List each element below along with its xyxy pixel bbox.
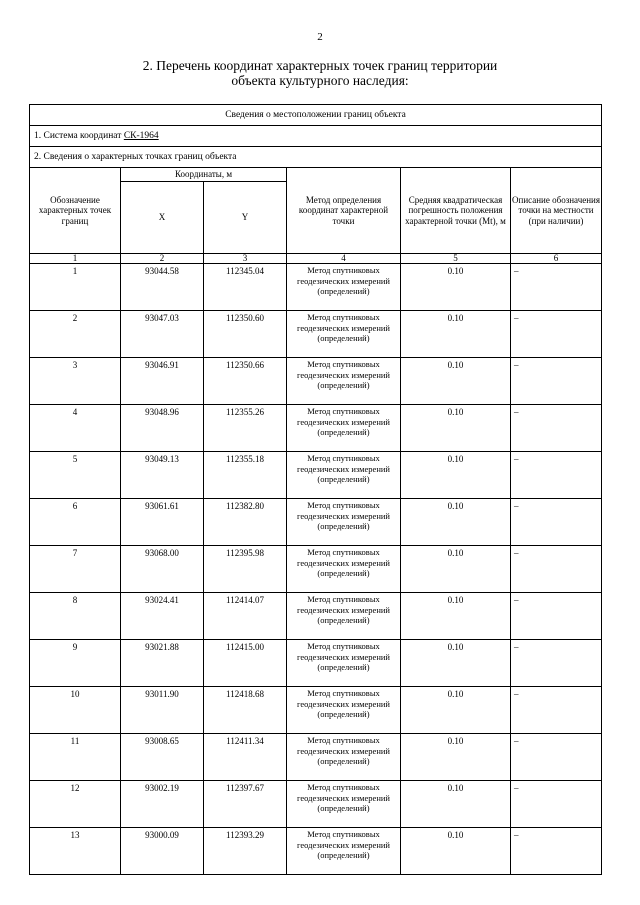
x-coordinate-cell: 93047.03 — [121, 311, 204, 358]
y-coordinate-cell: 112397.67 — [204, 781, 287, 828]
col-header-error-text: Средняя квадратическая погрешность положения характерной точки (Mt), м — [405, 194, 506, 226]
y-coordinate-cell: 112350.66 — [204, 358, 287, 405]
col-number: 1 — [30, 254, 121, 264]
method-cell: Метод спутниковых геодезических измерений (определений) — [287, 546, 401, 593]
method-cell: Метод спутниковых геодезических измерений (определений) — [287, 264, 401, 311]
y-coordinate-cell: 112418.68 — [204, 687, 287, 734]
method-cell: Метод спутниковых геодезических измерений (определений) — [287, 640, 401, 687]
x-coordinate-cell: 93024.41 — [121, 593, 204, 640]
x-coordinate-cell: 93048.96 — [121, 405, 204, 452]
x-coordinate-cell: 93049.13 — [121, 452, 204, 499]
y-coordinate-cell: 112393.29 — [204, 828, 287, 875]
error-cell: 0.10 — [401, 264, 511, 311]
y-coordinate-cell: 112355.26 — [204, 405, 287, 452]
description-cell: – — [511, 640, 602, 687]
method-cell: Метод спутниковых геодезических измерений (определений) — [287, 734, 401, 781]
description-cell: – — [511, 311, 602, 358]
coord-system-row — [30, 126, 602, 147]
table-row — [30, 546, 602, 593]
point-number-cell: 9 — [30, 640, 121, 687]
method-cell: Метод спутниковых геодезических измерений (определений) — [287, 499, 401, 546]
table-row — [30, 499, 602, 546]
page-number: 2 — [317, 31, 323, 43]
method-cell: Метод спутниковых геодезических измерений (определений) — [287, 687, 401, 734]
error-cell: 0.10 — [401, 687, 511, 734]
col-header-error — [401, 168, 511, 254]
table-row — [30, 734, 602, 781]
method-cell: Метод спутниковых геодезических измерений (определений) — [287, 311, 401, 358]
col-header-x: X — [121, 182, 204, 254]
col-header-point: Обозначение характерных точек границ — [30, 168, 121, 254]
col-number: 3 — [204, 254, 287, 264]
col-header-method: Метод определения координат характерной точки — [287, 168, 401, 254]
error-cell: 0.10 — [401, 311, 511, 358]
coordinates-table — [29, 104, 602, 875]
y-coordinate-cell: 112355.18 — [204, 452, 287, 499]
table-row — [30, 405, 602, 452]
table-row — [30, 452, 602, 499]
col-number: 5 — [401, 254, 511, 264]
description-cell: – — [511, 405, 602, 452]
coord-system-label: 1. Система координат — [34, 130, 124, 141]
description-cell: – — [511, 781, 602, 828]
description-cell: – — [511, 499, 602, 546]
error-cell: 0.10 — [401, 640, 511, 687]
table-row — [30, 828, 602, 875]
description-cell: – — [511, 358, 602, 405]
error-cell: 0.10 — [401, 405, 511, 452]
x-coordinate-cell: 93000.09 — [121, 828, 204, 875]
y-coordinate-cell: 112345.04 — [204, 264, 287, 311]
error-cell: 0.10 — [401, 734, 511, 781]
table-row — [30, 358, 602, 405]
x-coordinate-cell: 93061.61 — [121, 499, 204, 546]
x-coordinate-cell: 93068.00 — [121, 546, 204, 593]
x-coordinate-cell: 93021.88 — [121, 640, 204, 687]
description-cell: – — [511, 687, 602, 734]
x-coordinate-cell: 93008.65 — [121, 734, 204, 781]
y-coordinate-cell: 112350.60 — [204, 311, 287, 358]
point-number-cell: 4 — [30, 405, 121, 452]
method-cell: Метод спутниковых геодезических измерений (определений) — [287, 452, 401, 499]
point-number-cell: 12 — [30, 781, 121, 828]
y-coordinate-cell: 112382.80 — [204, 499, 287, 546]
description-cell: – — [511, 593, 602, 640]
col-header-y: Y — [204, 182, 287, 254]
method-cell: Метод спутниковых геодезических измерений (определений) — [287, 358, 401, 405]
point-number-cell: 5 — [30, 452, 121, 499]
x-coordinate-cell: 93046.91 — [121, 358, 204, 405]
section-title: Сведения о местоположении границ объекта — [30, 105, 602, 126]
title-line-2: объекта культурного наследия: — [231, 73, 409, 88]
y-coordinate-cell: 112414.07 — [204, 593, 287, 640]
table-row — [30, 593, 602, 640]
y-coordinate-cell: 112415.00 — [204, 640, 287, 687]
x-coordinate-cell: 93044.58 — [121, 264, 204, 311]
error-cell: 0.10 — [401, 781, 511, 828]
description-cell: – — [511, 452, 602, 499]
error-cell: 0.10 — [401, 593, 511, 640]
table-row — [30, 264, 602, 311]
error-cell: 0.10 — [401, 452, 511, 499]
description-cell: – — [511, 546, 602, 593]
title-line-1: 2. Перечень координат характерных точек границ территории — [142, 58, 498, 73]
error-cell: 0.10 — [401, 499, 511, 546]
description-cell: – — [511, 734, 602, 781]
table-row — [30, 687, 602, 734]
x-coordinate-cell: 93002.19 — [121, 781, 204, 828]
method-cell: Метод спутниковых геодезических измерений (определений) — [287, 828, 401, 875]
description-cell: – — [511, 264, 602, 311]
y-coordinate-cell: 112395.98 — [204, 546, 287, 593]
col-number: 4 — [287, 254, 401, 264]
error-cell: 0.10 — [401, 546, 511, 593]
description-cell: – — [511, 828, 602, 875]
col-header-desc: Описание обозначения точки на местности (при наличии) — [511, 168, 602, 254]
col-number: 6 — [511, 254, 602, 264]
method-cell: Метод спутниковых геодезических измерений (определений) — [287, 405, 401, 452]
point-number-cell: 11 — [30, 734, 121, 781]
error-cell: 0.10 — [401, 828, 511, 875]
point-number-cell: 1 — [30, 264, 121, 311]
coord-system-value: СК-1964 — [123, 130, 159, 141]
point-number-cell: 13 — [30, 828, 121, 875]
col-header-coords: Координаты, м — [121, 168, 287, 182]
method-cell: Метод спутниковых геодезических измерений (определений) — [287, 593, 401, 640]
x-coordinate-cell: 93011.90 — [121, 687, 204, 734]
page-title — [0, 58, 640, 88]
col-number: 2 — [121, 254, 204, 264]
y-coordinate-cell: 112411.34 — [204, 734, 287, 781]
point-number-cell: 3 — [30, 358, 121, 405]
table-row — [30, 311, 602, 358]
point-number-cell: 7 — [30, 546, 121, 593]
error-cell: 0.10 — [401, 358, 511, 405]
points-section-title: 2. Сведения о характерных точках границ объекта — [30, 147, 602, 168]
method-cell: Метод спутниковых геодезических измерений (определений) — [287, 781, 401, 828]
point-number-cell: 2 — [30, 311, 121, 358]
table-row — [30, 640, 602, 687]
point-number-cell: 10 — [30, 687, 121, 734]
point-number-cell: 6 — [30, 499, 121, 546]
table-row — [30, 781, 602, 828]
point-number-cell: 8 — [30, 593, 121, 640]
